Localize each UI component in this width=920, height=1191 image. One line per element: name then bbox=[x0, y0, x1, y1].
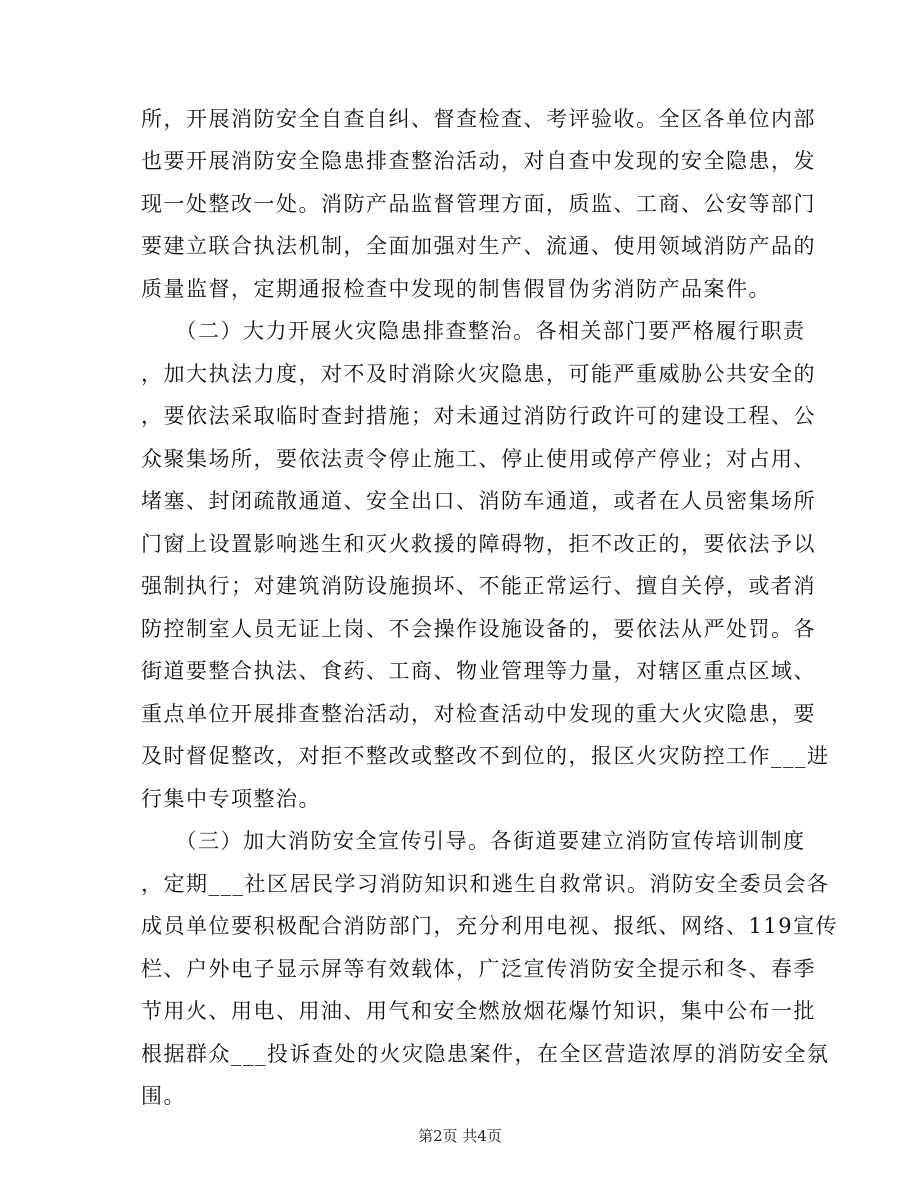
body-line: 围。 bbox=[141, 1084, 186, 1108]
body-line: 堵塞、封闭疏散通道、安全出口、消防车通道，或者在人员密集场所 bbox=[141, 489, 816, 513]
body-line: ，定期___社区居民学习消防知识和逃生自救常识。消防安全委员会各 bbox=[141, 872, 830, 896]
body-line: 成员单位要积极配合消防部门，充分利用电视、报纸、网络、119宣传 bbox=[141, 914, 839, 938]
body-line: ，加大执法力度，对不及时消除火灾隐患，可能严重威胁公共安全的 bbox=[141, 362, 816, 386]
body-line: （三）加大消防安全宣传引导。各街道要建立消防宣传培训制度 bbox=[141, 829, 806, 853]
body-line: 防控制室人员无证上岗、不会操作设施设备的，要依法从严处罚。各 bbox=[141, 617, 816, 641]
body-line: 现一处整改一处。消防产品监督管理方面，质监、工商、公安等部门 bbox=[141, 192, 816, 216]
body-line: ，要依法采取临时查封措施；对未通过消防行政许可的建设工程、公 bbox=[141, 404, 816, 428]
body-line: 强制执行；对建筑消防设施损坏、不能正常运行、擅自关停，或者消 bbox=[141, 574, 816, 598]
body-line: 根据群众___投诉查处的火灾隐患案件，在全区营造浓厚的消防安全氛 bbox=[141, 1042, 830, 1066]
body-line: 街道要整合执法、食药、工商、物业管理等力量，对辖区重点区域、 bbox=[141, 659, 816, 683]
body-line: 众聚集场所，要依法责令停止施工、停止使用或停产停业；对占用、 bbox=[141, 447, 816, 471]
body-line: 重点单位开展排查整治活动，对检查活动中发现的重大火灾隐患，要 bbox=[141, 702, 816, 726]
body-line: 栏、户外电子显示屏等有效载体，广泛宣传消防安全提示和冬、春季 bbox=[141, 957, 816, 981]
body-line: （二）大力开展火灾隐患排查整治。各相关部门要严格履行职责 bbox=[141, 319, 806, 343]
body-line: 所，开展消防安全自查自纠、督查检查、考评验收。全区各单位内部 bbox=[141, 107, 816, 131]
body-line: 节用火、用电、用油、用气和安全燃放烟花爆竹知识，集中公布一批 bbox=[141, 999, 816, 1023]
body-line: 门窗上设置影响逃生和灭火救援的障碍物，拒不改正的，要依法予以 bbox=[141, 532, 816, 556]
page-number-footer: 第2页 共4页 bbox=[418, 1127, 502, 1145]
body-line: 要建立联合执法机制，全面加强对生产、流通、使用领域消防产品的 bbox=[141, 234, 816, 258]
body-line: 也要开展消防安全隐患排查整治活动，对自查中发现的安全隐患，发 bbox=[141, 149, 816, 173]
body-line: 行集中专项整治。 bbox=[141, 787, 321, 811]
body-line: 质量监督，定期通报检查中发现的制售假冒伪劣消防产品案件。 bbox=[141, 277, 771, 301]
body-line: 及时督促整改，对拒不整改或整改不到位的，报区火灾防控工作___进 bbox=[141, 744, 830, 768]
